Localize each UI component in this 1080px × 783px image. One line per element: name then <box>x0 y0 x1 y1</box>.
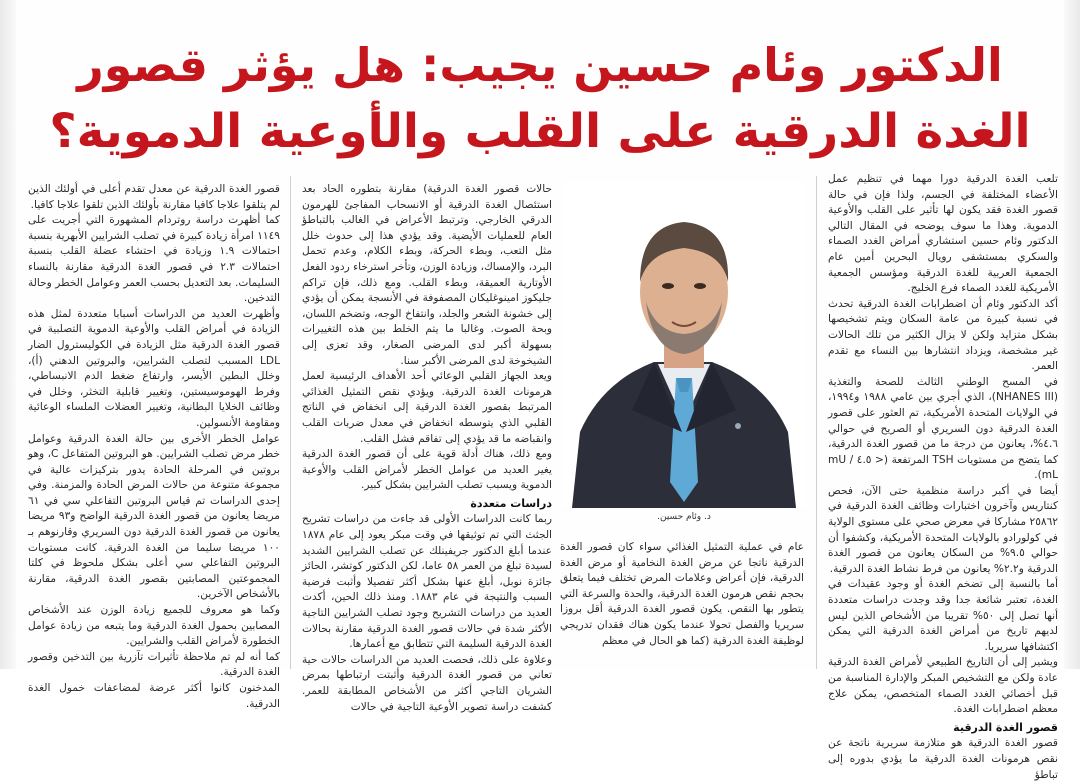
paragraph: في المسح الوطني الثالث للصحة والتغذية (NHANES III)، الذي أجري بين عامي ١٩٨٨ و١٩٩٤، في الولايات المتحدة الأمريكية، تم العثور على قصور الغدة الدرقية دون السريري أو الصريح في حوالي ٤.٦%، يعانون من درجة ما من قصور الغدة الدرقية، كما يتضح من مستويات TSH المرتفعة (< ٤.٥ mU / mL). <box>828 375 1058 482</box>
paragraph: ويشير إلى أن التاريخ الطبيعي لأمراض الغدة الدرقية عادة ولكن مع التشخيص المبكر والإدارة المناسبة من قبل أخصائي الغدد الصماء المتخصص، يمكن علاج معظم اضطرابات الغدة. <box>828 656 1058 716</box>
subheading: قصور الغدة الدرقية <box>953 720 1058 734</box>
paragraph: المدخنون كانوا أكثر عرضة لمضاعفات خمول الغدة الدرقية. <box>28 682 280 710</box>
article-column-1 <box>828 172 1059 781</box>
article-column-4 <box>28 182 280 710</box>
paragraph: عام في عملية التمثيل الغذائي سواء كان قصور الغدة الدرقية ناتجا عن مرض الغدة النخامية أو مرض الغدة الدرقية، فإن أعراض وعلامات المرض تختلف فيما يتعلق بحجم نقص هرمون الغدة الدرقية، والحدة والسرعة التي يتطور بها النقص. يكون قصور الغدة الدرقية أقل بروزا سريريا والفصل تحولا عندما يكون هناك فقدان تدريجي لوظيفة الغدة الدرقية (كما هو الحال في معظم <box>560 541 804 647</box>
column-divider <box>290 176 291 669</box>
scan-edge-right <box>1064 0 1080 669</box>
paragraph: وكما هو معروف للجميع زيادة الوزن عند الأشخاص المصابين بحمول الغدة الدرقية وما يتبعه من زيادة عوامل الخطورة لأمراض القلب والشرايين. <box>28 604 280 648</box>
article-column-3 <box>302 182 553 713</box>
paragraph: تلعب الغدة الدرقية دورا مهما في تنظيم عمل الأعضاء المختلفة في الجسم، ولذا فإن في حالة قصور الغدة فقد يكون لها تأثير على القلب والأوعية الدموية. وهذا ما سوف يوضحه في المقال التالي الدكتور وئام حسين استشاري أمراض الغدد الصماء والسكري بمستشفى رويال البحرين أمين عام الجمعية العربية للغدة الدرقية ومؤسس الجمعية الأمريكية للغدد الصماء فرع الخليج. <box>828 173 1058 295</box>
paragraph: كما أظهرت دراسة روتردام المشهورة التي أجريت على ١١٤٩ امرأة زيادة كبيرة في تصلب الشرايين الأبهرية بنسبة احتمالات ١.٩ وزيادة في احتشاء عضلة القلب بنسبة احتمالات ٢.٣ في قصور الغدة الدرقية مقارنة بالنساء السليمات. بعد التعديل بحسب العمر وعوامل الخطر وحالة التدخين. <box>28 214 280 305</box>
paragraph: ربما كانت الدراسات الأولى قد جاءت من دراسات تشريح الجثث التي تم توثيقها في وقت مبكر يعود إلى عام ١٨٧٨ عندما أبلغ الدكتور جريفينلك عن تصلب الشرايين الشديد لسيدة تبلغ من العمر ٥٨ عاما، لكن الدكتور كوتشر، الحائز جائزة نوبل، أبلغ عنها بشكل أكثر تفصيلا وأثبت فرضية السبب والنتيجة في عام ١٨٨٣. ومنذ ذلك الحين، أكدت العديد من دراسات التشريح وجود تصلب الشرايين التاجية الأكثر شدة في حالات قصور الغدة الدرقية مقارنة بحالات الغدة الدرقية السليمة التي تتطابق مع أعمارها. <box>302 513 553 651</box>
paragraph: حالات قصور الغدة الدرقية) مقارنة بتطوره الحاد بعد استئصال الغدة الدرقية أو الانسحاب المفاجئ للهرمون الدرقي الخارجي. وترتبط الأعراض في الغالب بالتباطؤ العام للعمليات الأيضية. وقد يؤدي هذا إلى حدوث خلل مثل التعب، وبطء الحركة، وبطء الكلام، وعدم تحمل البرد، والإمساك، وزيادة الوزن، وتأخر استرخاء ردود الفعل الأوتارية العميقة، وبطء القلب. ومع ذلك، فإن تراكم جليكوز امينوغليكان المصفوفة في الأنسجة يمكن أن يؤدي إلى خشونة الشعر والجلد، وانتفاخ الوجه، وتضخم اللسان، وبحة الصوت. وغالبا ما يتم الخلط بين هذه التغييرات بسهولة أكبر لدى المرضى الصغار، وقد تعزى إلى الشيخوخة لدى المرضى الأكبر سنا. <box>302 183 552 367</box>
paragraph: قصور الغدة الدرقية عن معدل تقدم أعلى في أولئك الذين لم يتلقوا علاجا كافيا مقارنة بأولئك الذين تلقوا علاجا كافيا. <box>28 183 280 211</box>
scan-edge-left <box>0 0 16 669</box>
portrait-image <box>562 182 806 508</box>
paragraph: أما بالنسبة إلى تضخم الغدة أو وجود عقيدات في الغدة، تعتبر شائعة جدا وقد وجدت دراسات متعددة أنها تصل إلى ٥٠% تقريبا من الأشخاص الذين ليس لديهم تاريخ من أمراض الغدة الدرقية التي يمكن اكتشافها سريريا. <box>828 578 1059 653</box>
headline-line-2: الغدة الدرقية على القلب والأوعية الدموية؟ <box>49 104 1031 159</box>
headline-line-1: الدكتور وئام حسين يجيب: هل يؤثر قصور <box>77 38 1003 92</box>
paragraph: قصور الغدة الدرقية هو متلازمة سريرية ناتجة عن نقص هرمونات الغدة الدرقية ما يؤدي بدوره إلى تباطؤ <box>828 737 1058 781</box>
paragraph: وأظهرت العديد من الدراسات أسبابا متعددة لمثل هذه الزيادة في أمراض القلب والأوعية الدموية التصلبية في قصور الغدة الدرقية مثل الزيادة في الكوليسترول الضار LDL المسبب لتصلب الشرايين، والبروتين الدهني (أ)، وخلل البطين الأيسر، وارتفاع ضغط الدم الانبساطي، وفرط الهوموسيستين، وتغيير قابلية التخثر، وخلل في وظائف الخلايا البطانية، وتغيير العضلات الملساء الوعائية ومقاومة الأنسولين. <box>28 307 280 429</box>
paragraph: ومع ذلك، هناك أدلة قوية على أن قصور الغدة الدرقية يغير العديد من عوامل الخطر لأمراض القلب والأوعية الدموية ويسبب تصلب الشرايين بشكل كبير. <box>302 448 552 492</box>
paragraph: أكد الدكتور وئام أن اضطرابات الغدة الدرقية تحدث في نسبة كبيرة من عامة السكان ويتم تشخيصها بشكل متزايد ولكن لا يزال الكثير من تلك الحالات غير مشخصة، ويزداد انتشارها بين النساء مع تقدم العمر. <box>828 297 1058 373</box>
photo-caption: د. وئام حسين. <box>657 512 711 522</box>
subheading: دراسات متعددة <box>470 496 552 510</box>
paragraph: أيضا في أكبر دراسة منظمية حتى الآن، فحص كنتاريس وآخرون اختبارات وظائف الغدة الدرقية في ٢٥٨٦٢ مشاركا في معرض صحي على مستوى الولاية في كولورادو بالولايات المتحدة الأمريكية، وكشفوا أن حوالي ٩.٥% من السكان يعانون من قصور الغدة الدرقية و٢.٢% يعانون من فرط نشاط الغدة الدرقية. <box>828 484 1058 575</box>
paragraph: كما أنه لم تم ملاحظة تأثيرات تآزرية بين التدخين وقصور الغدة الدرقية. <box>28 650 280 679</box>
author-photo <box>562 182 806 508</box>
article-column-2 <box>560 540 804 669</box>
paragraph: وعلاوة على ذلك، فحصت العديد من الدراسات حالات حية تعاني من قصور الغدة الدرقية وأثبتت ارتباطها بمرض الشريان التاجي أكثر من الأشخاص المطابقة للعمر. كشفت دراسة تصوير الأوعية التاجية في حالات <box>302 653 552 713</box>
column-divider <box>816 176 817 669</box>
paragraph: عوامل الخطر الأخرى بين حالة الغدة الدرقية وعوامل خطر مرض تصلب الشرايين. هو البروتين المتفاعل C، وهو بروتين في المرحلة الحادة يدور بتركيزات عالية في مجموعة متنوعة من حالات المرض الحادة والمزمنة. وفي إحدى الدراسات تم قياس البروتين التفاعلي سي في ٦١ مريضا يعانون من قصور الغدة الدرقية الواضح و٩٣ مريضا يعانون من قصور الغدة الدرقية دون السريري وقارنوهم بـ ١٠٠ مريضا سليما من الغدة الدرقية. كانت مستويات البروتين التفاعلي سي أعلى بشكل ملحوظ في كلتا المجموعتين المصابتين بقصور الغدة الدرقية، مقارنة بالأشخاص الآخرين. <box>28 432 280 601</box>
paragraph: ويعد الجهاز القلبي الوعائي أحد الأهداف الرئيسية لعمل هرمونات الغدة الدرقية. ويؤدي نقص التمثيل الغذائي المرتبط بقصور الغدة الدرقية إلى انخفاض في الناتج القلبي الذي يتوسطه انخفاض في معدل ضربات القلب وانقباضه ما قد يؤدي إلى تفاقم فشل القلب. <box>302 370 552 445</box>
